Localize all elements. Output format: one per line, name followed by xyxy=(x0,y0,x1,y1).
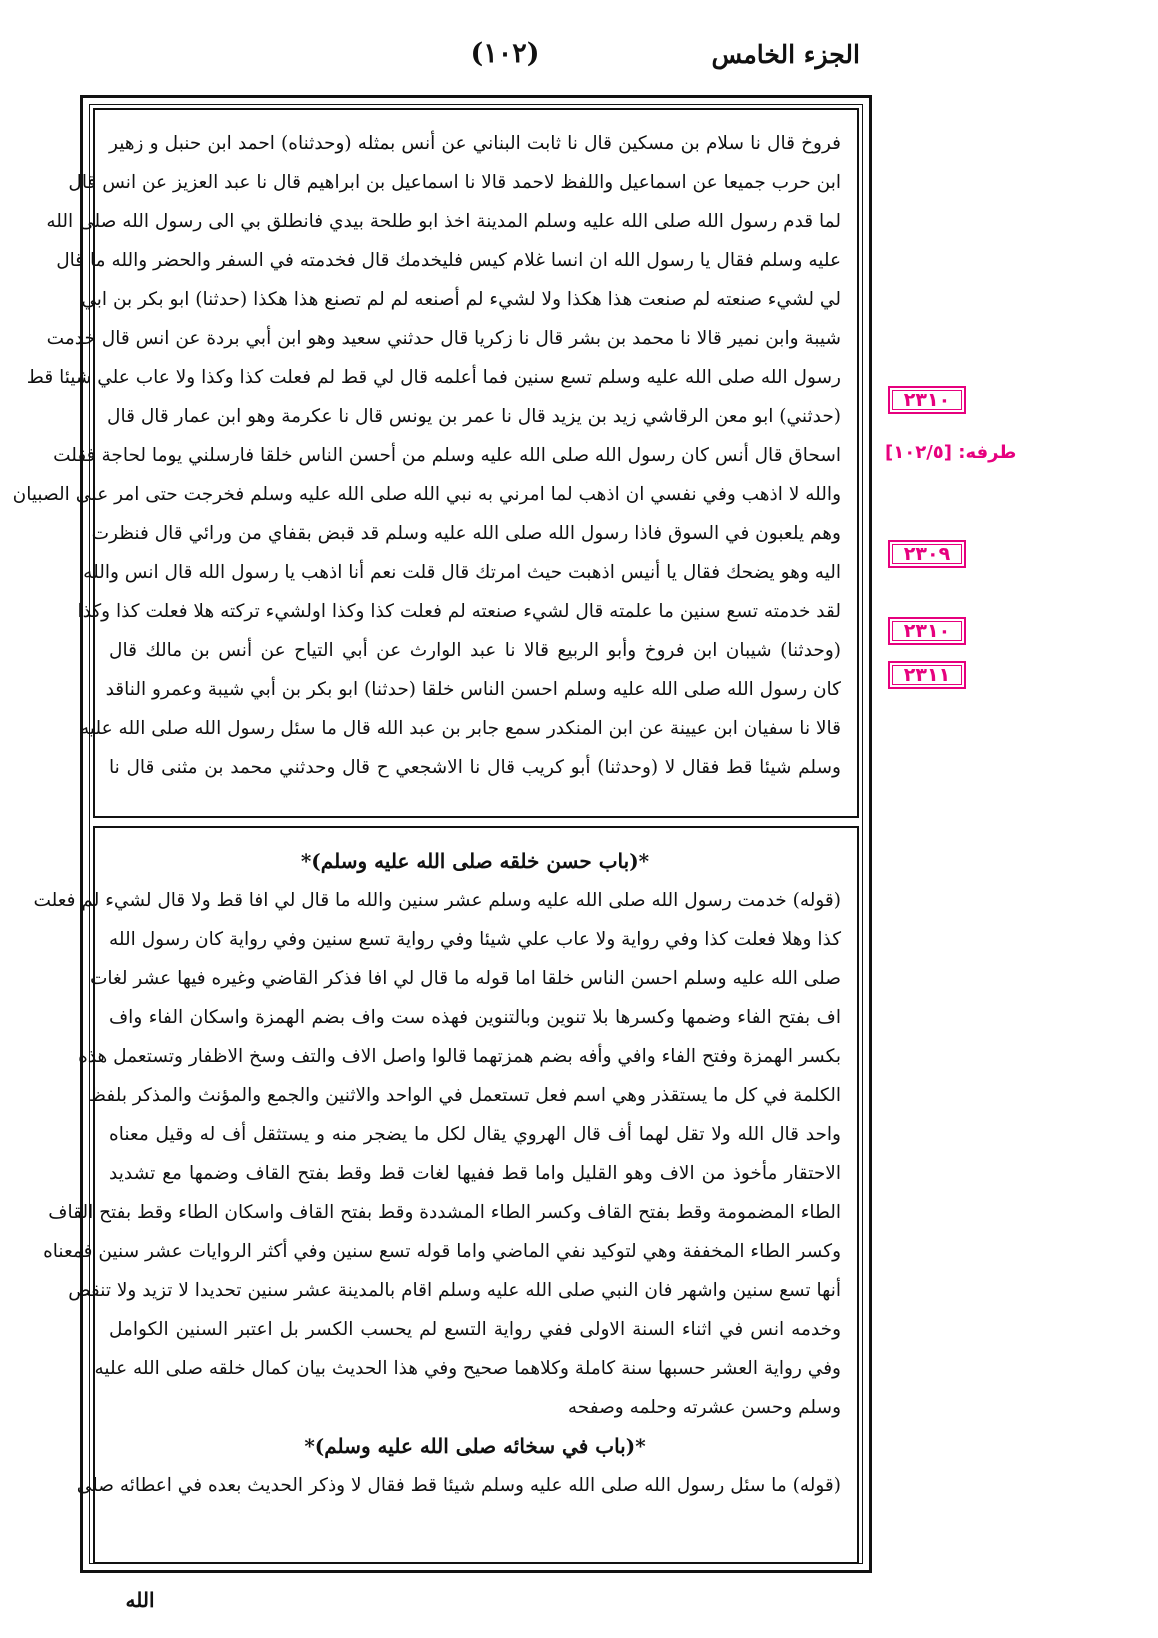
commentary-line: وفي رواية العشر حسبها سنة كاملة وكلاهما صحيح وفي هذا الحديث بيان كمال خلقه صلى الله عليه xyxy=(94,1358,841,1379)
main-line: عليه وسلم فقال يا رسول الله ان انسا غلام كيس فليخدمك قال فخدمته في السفر والحضر والله ما قال xyxy=(56,250,841,271)
main-text xyxy=(12,124,841,808)
main-line: (وحدثنا) شيبان ابن فروخ وأبو الربيع قالا نا عبد الوارث عن أبي التياح عن أنس بن مالك قال xyxy=(109,640,841,661)
commentary-box xyxy=(33,826,859,1564)
main-text-box xyxy=(12,108,859,818)
main-line: قالا نا سفيان ابن عيينة عن ابن المنكدر سمع جابر بن عبد الله قال ما سئل رسول الله صلى الله عليه xyxy=(80,718,841,739)
commentary-line: الطاء المضمومة وقط بفتح القاف وكسر الطاء المشددة وقط بفتح القاف واسكان الطاء وقط بفتح القاف xyxy=(48,1202,841,1223)
commentary-line: بكسر الهمزة وفتح الفاء وافي وأفه بضم همزتهما قالوا واصل الاف والتف وسخ الاظفار وتستعمل هذه xyxy=(78,1046,841,1067)
main-line: شيبة وابن نمير قالا نا محمد بن بشر قال نا زكريا قال حدثني سعيد وهو ابن أبي بردة عن انس قال خدمت xyxy=(46,328,841,349)
commentary-line: وسلم وحسن عشرته وحلمه وصفحه xyxy=(567,1397,841,1418)
main-line: وسلم شيئا قط فقال لا (وحدثنا) أبو كريب قال نا الاشجعي ح قال وحدثني محمد بن مثنى قال نا xyxy=(109,757,841,778)
commentary-line: الكلمة في كل ما يستقذر وهي اسم فعل تستعمل في الواحد والاثنين والجمع والمؤنث والمذكر بلفظ xyxy=(88,1085,841,1106)
main-line: والله لا اذهب وفي نفسي ان اذهب لما امرني به نبي الله صلى الله عليه وسلم فخرجت حتى امر على الصبيان xyxy=(12,484,841,505)
commentary-line: صلى الله عليه وسلم احسن الناس خلقا اما قوله ما قال لي افا فذكر القاضي وغيره فيها عشر لغات xyxy=(89,968,841,989)
page-header xyxy=(0,0,1158,90)
commentary-line: اف بفتح الفاء وضمها وكسرها بلا تنوين وبالتنوين فهذه ست واف بضم الهمزة واسكان الفاء واف xyxy=(109,1007,841,1028)
commentary-line: كذا وهلا فعلت كذا وفي رواية ولا عاب علي شيئا وفي رواية تسع سنين وفي رواية كان رسول الله xyxy=(109,929,841,950)
main-line: (حدثني) ابو معن الرقاشي زيد بن يزيد قال نا عمر بن يونس قال نا عكرمة وهو ابن عمار قال قال xyxy=(107,406,841,427)
hadith-number-ref: ٢٣٠٩ xyxy=(888,540,966,568)
hadith-number-ref: ٢٣١١ xyxy=(888,661,966,689)
main-line: لقد خدمته تسع سنين ما علمته قال لشيء صنعته لم فعلت كذا وكذا اولشيء تركته هلا فعلت كذا وكذا xyxy=(77,601,841,622)
main-line: لي لشيء صنعته لم صنعت هذا هكذا ولا لشيء لم أصنعه لم لم تصنع هذا هكذا (حدثنا) ابو بكر بن ابي xyxy=(81,289,841,310)
commentary-line: الاحتقار مأخوذ من الاف وهو القليل واما قط ففيها لغات قط وقط بفتح القاف وضمها مع تشديد xyxy=(109,1163,841,1184)
commentary-line: وخدمه انس في اثناء السنة الاولى ففي رواية التسع لم يحسب الكسر بل اعتبر السنين الكوامل xyxy=(109,1319,841,1340)
commentary-line: واحد قال الله ولا تقل لهما أف قال الهروي يقال لكل ما يضجر منه و يستثقل أف له وقيل معناه xyxy=(109,1124,841,1145)
page-number: (١٠٢) xyxy=(470,38,540,69)
main-line: وهم يلعبون في السوق فاذا رسول الله صلى الله عليه وسلم قد قبض بقفاي من ورائي قال فنظرت xyxy=(91,523,841,544)
commentary-line: (قوله) خدمت رسول الله صلى الله عليه وسلم عشر سنين والله ما قال لي افا قط ولا قال لشيء لم فعلت xyxy=(33,890,841,911)
hadith-number-ref: ٢٣١٠ xyxy=(888,617,966,645)
tarafa-ref: طرفه: [١٠٢/٥] xyxy=(885,442,1017,463)
chapter-heading: *(باب في سخائه صلى الله عليه وسلم)* xyxy=(304,1434,646,1458)
commentary-line: أنها تسع سنين واشهر فان النبي صلى الله عليه وسلم اقام بالمدينة عشر سنين تحديدا لا تزيد ولا تنقص xyxy=(68,1280,841,1301)
commentary-line: وكسر الطاء المخففة وهي لتوكيد نفي الماضي واما قوله تسع سنين وفي أكثر الروايات عشر سنين فمعناه xyxy=(43,1241,841,1262)
main-line: اسحاق قال أنس كان رسول الله صلى الله عليه وسلم من أحسن الناس خلقا فارسلني يوما لحاجة فقلت xyxy=(53,445,841,466)
part-title: الجزء الخامس xyxy=(711,40,860,69)
main-line: لما قدم رسول الله صلى الله عليه وسلم المدينة اخذ ابو طلحة بيدي فانطلق بي الى رسول الله صلى الله xyxy=(46,211,841,232)
main-line: رسول الله صلى الله عليه وسلم تسع سنين فما أعلمه قال لي قط لم فعلت كذا وكذا ولا عاب علي شيئا قط xyxy=(26,367,841,388)
page-footer-catchword: الله xyxy=(125,1588,155,1612)
main-line: فروخ قال نا سلام بن مسكين قال نا ثابت البناني عن أنس بمثله (وحدثناه) احمد ابن حنبل و زهير xyxy=(109,133,841,154)
chapter-heading: *(باب حسن خلقه صلى الله عليه وسلم)* xyxy=(300,849,650,873)
commentary-line: (قوله) ما سئل رسول الله صلى الله عليه وسلم شيئا قط فقال لا وذكر الحديث بعده في اعطائه صلى xyxy=(76,1475,841,1496)
main-line: كان رسول الله صلى الله عليه وسلم احسن الناس خلقا (حدثنا) ابو بكر بن أبي شيبة وعمرو الناقد xyxy=(105,679,841,700)
main-line: ابن حرب جميعا عن اسماعيل واللفظ لاحمد قالا نا اسماعيل بن ابراهيم قال نا عبد العزيز عن انس قال xyxy=(68,172,841,193)
commentary-text xyxy=(33,842,841,1554)
hadith-number-ref: ٢٣١٠ xyxy=(888,386,966,414)
main-line: اليه وهو يضحك فقال يا أنيس اذهبت حيث امرتك قال قلت نعم أنا اذهب يا رسول الله قال انس والله xyxy=(83,562,841,583)
page-frame xyxy=(12,95,872,1573)
